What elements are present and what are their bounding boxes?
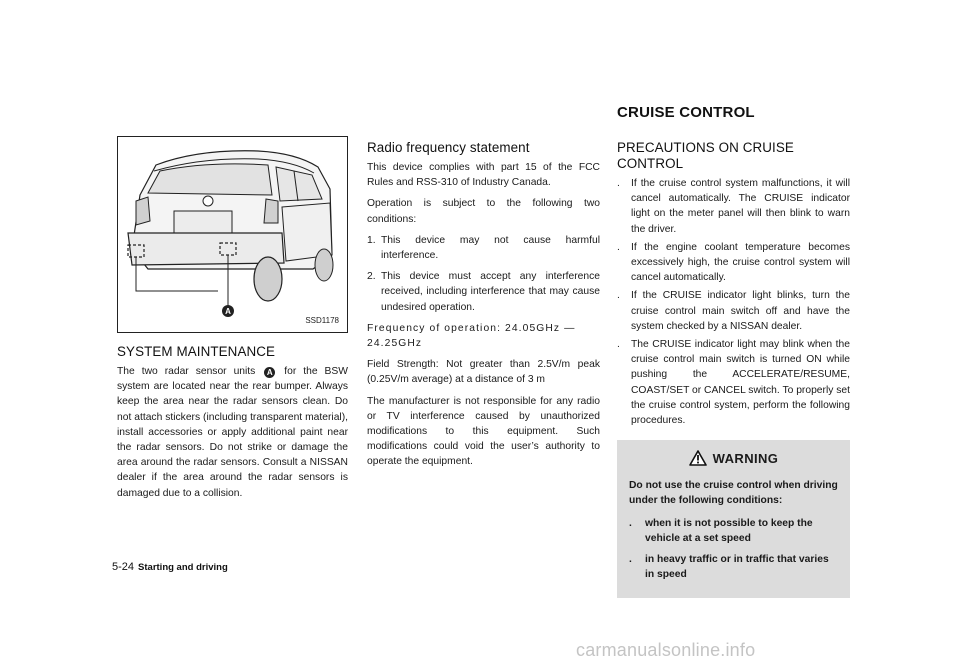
warning-box [617,440,850,598]
precaution-item [617,288,850,334]
precaution-text: If the CRUISE indicator light blinks, turn the cruise control main switch off and have the system checked by a NISSAN dealer. [631,290,850,332]
precaution-item [617,337,850,428]
system-maintenance-heading: SYSTEM MAINTENANCE [117,344,276,359]
condition-text: This device may not cause harmful interference. [381,234,600,262]
system-maintenance-text [117,364,348,501]
page-number: 5-24 [112,561,135,573]
precaution-item [617,240,850,286]
precaution-text: The CRUISE indicator light may blink when the cruise control main switch is turned ON while pushing the ACCELERATE/RESUME, COAST/SET or CANCEL switch. To properly set the cruise control system, perform the following procedures. [631,339,850,427]
warning-item [629,516,838,546]
warning-item [629,552,838,582]
watermark: carmanualsonline.info [576,640,756,660]
warning-item-text: in heavy traffic or in traffic that varies in speed [645,554,829,581]
condition-item [367,233,600,263]
warning-header [629,450,838,466]
radio-frequency-heading: Radio frequency statement [367,140,530,155]
precaution-text: If the cruise control system malfunctions, it will cancel automatically. The CRUISE indicator light on the meter panel will then blink to warn the driver. [631,178,850,235]
manufacturer-disclaimer: The manufacturer is not responsible for any radio or TV interference caused by unauthorized modifications to this equipment. Such modifications could void the user’s authority to operate the equipment. [367,395,600,468]
radio-p2: Operation is subject to the following two conditions: [367,198,600,225]
bullet-dot: . [617,241,620,253]
frequency-of-operation: Frequency of operation: 24.05GHz — 24.25GHz [367,322,576,350]
warning-item-text: when it is not possible to keep the vehicle at a set speed [645,518,813,545]
bullet-dot: . [617,290,620,302]
page-footer [112,561,228,573]
vehicle-figure [117,136,348,333]
warning-title: WARNING [712,451,779,467]
warning-triangle-icon [689,450,707,466]
bullet-dot: . [617,339,620,351]
condition-number: 1. [367,234,376,246]
figure-callout-a: A [225,307,231,316]
condition-item [367,269,600,315]
condition-text: This device must accept any interference received, including interference that may cause undesired operation. [381,271,600,313]
precaution-item [617,176,850,237]
callout-a-icon: A [264,367,275,378]
precautions-heading: PRECAUTIONS ON CRUISE CONTROL [617,140,794,171]
field-strength: Field Strength: Not greater than 2.5V/m peak (0.25V/m average) at a distance of 3 m [367,359,600,386]
rear-vehicle-illustration [118,137,347,332]
bullet-dot: . [629,554,632,566]
precaution-text: If the engine coolant temperature becomes excessively high, the cruise control system will cancel automatically. [631,241,850,284]
page-title: CRUISE CONTROL [617,104,755,121]
column-middle [367,140,600,476]
maintenance-text-end: for the BSW system are located near the rear bumper. Always keep the area near the radar sensors clean. Do not attach stickers (including transparent material), install accessories or apply additional paint near the radar sensors. Do not strike or damage the area around the radar sensors. Consult a NISSAN dealer if the area around the radar sensors is damaged due to a collision. [117,366,348,499]
column-left [117,136,348,507]
bullet-dot: . [629,518,632,530]
radio-p1: This device complies with part 15 of the FCC Rules and RSS-310 of Industry Canada. [367,162,600,189]
condition-number: 2. [367,271,376,283]
figure-code: SSD1178 [305,315,339,325]
section-name: Starting and driving [138,562,228,573]
maintenance-text-start: The two radar sensor units [117,366,256,377]
bullet-dot: . [617,178,620,189]
warning-intro: Do not use the cruise control when driving under the following conditions: [629,480,838,507]
column-right [617,140,850,598]
